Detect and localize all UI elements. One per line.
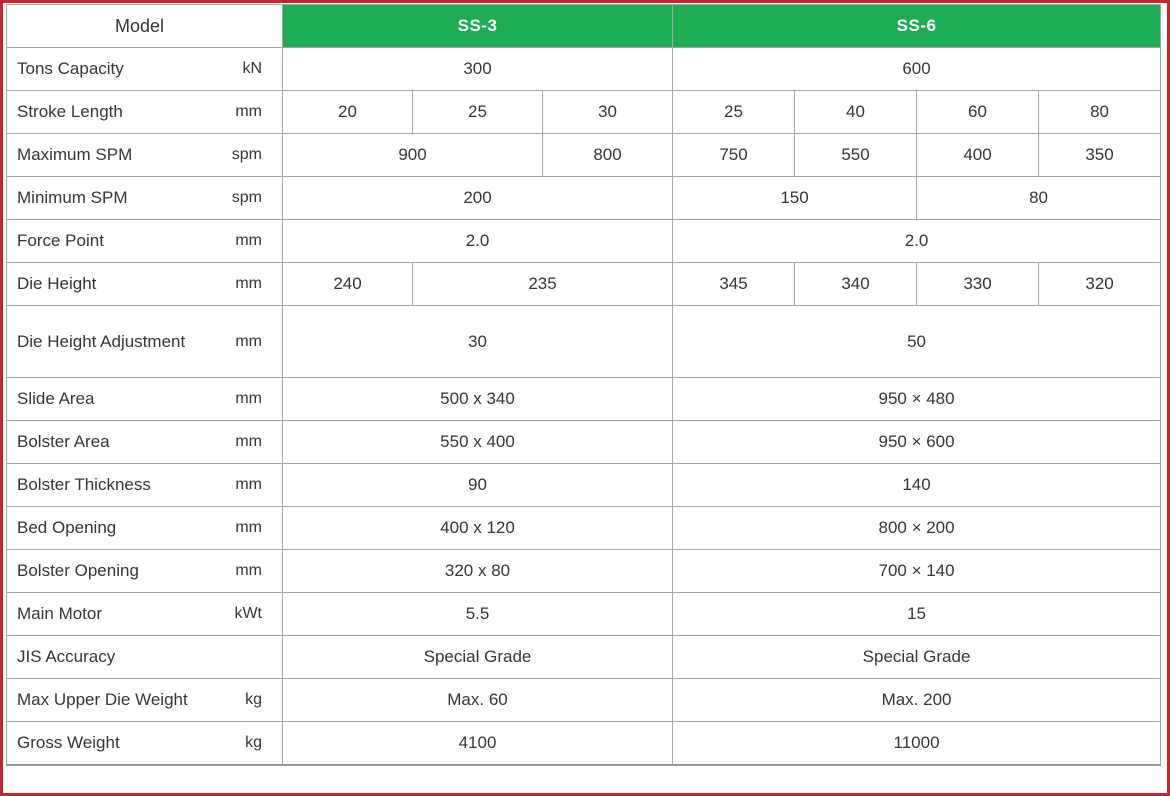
row-label: Die Height Adjustment (17, 331, 186, 351)
row-unit: mm (235, 275, 262, 292)
row-unit: mm (235, 232, 262, 249)
row-label: Force Point (17, 231, 104, 250)
row-label-cell (7, 550, 283, 593)
table-row (7, 507, 1161, 550)
row-label: Bed Opening (17, 518, 117, 537)
row-label-cell (7, 48, 283, 91)
row-label-cell (7, 679, 283, 722)
row-unit: kg (245, 733, 262, 751)
spec-value-cell: 800 (543, 134, 673, 177)
spec-value-cell: 30 (543, 91, 673, 134)
spec-value-cell: 150 (673, 177, 917, 220)
row-label: Bolster Thickness (17, 475, 151, 494)
spec-value-cell: 950 × 600 (673, 421, 1161, 464)
row-label: Minimum SPM (17, 188, 128, 207)
spec-value-cell: Max. 60 (283, 679, 673, 722)
spec-value-cell: 140 (673, 464, 1161, 507)
table-row (7, 679, 1161, 722)
spec-value-cell: 20 (283, 91, 413, 134)
table-row (7, 593, 1161, 636)
row-unit: spm (231, 146, 262, 163)
row-unit: mm (235, 476, 262, 493)
spec-value-cell: 80 (917, 177, 1161, 220)
spec-value-cell: Special Grade (283, 636, 673, 679)
row-unit: mm (235, 390, 262, 407)
spec-value-cell: 750 (673, 134, 795, 177)
spec-value-cell: 320 (1039, 263, 1161, 306)
row-label-cell (7, 91, 283, 134)
spec-value-cell: 700 × 140 (673, 550, 1161, 593)
spec-value-cell: 90 (283, 464, 673, 507)
table-row (7, 263, 1161, 306)
spec-value-cell: 600 (673, 48, 1161, 91)
spec-value-cell: 2.0 (283, 220, 673, 263)
row-label-cell (7, 306, 283, 378)
spec-value-cell: 400 x 120 (283, 507, 673, 550)
row-unit: mm (235, 103, 262, 120)
model-header-cell (7, 5, 283, 48)
row-label: Slide Area (17, 389, 95, 408)
row-label-cell (7, 593, 283, 636)
row-label-cell (7, 134, 283, 177)
row-label-cell (7, 263, 283, 306)
spec-value-cell: 320 x 80 (283, 550, 673, 593)
spec-value-cell: 4100 (283, 722, 673, 765)
table-row (7, 91, 1161, 134)
row-label-cell (7, 220, 283, 263)
row-unit: spm (231, 189, 262, 206)
spec-value-cell: 400 (917, 134, 1039, 177)
row-unit: kN (242, 60, 262, 77)
table-row (7, 550, 1161, 593)
spec-value-cell: 340 (795, 263, 917, 306)
spec-value-cell: 80 (1039, 91, 1161, 134)
spec-value-cell: 550 x 400 (283, 421, 673, 464)
table-row (7, 464, 1161, 507)
row-label: Bolster Opening (17, 561, 139, 580)
table-row (7, 48, 1161, 91)
column-header-ss3: SS-3 (283, 5, 673, 48)
row-label-cell (7, 722, 283, 765)
column-header-ss6: SS-6 (673, 5, 1161, 48)
row-unit: mm (235, 332, 262, 350)
spec-value-cell: 300 (283, 48, 673, 91)
row-label-cell (7, 421, 283, 464)
spec-value-cell: 25 (413, 91, 543, 134)
row-label-cell (7, 507, 283, 550)
row-label-cell (7, 378, 283, 421)
spec-value-cell: 40 (795, 91, 917, 134)
spec-value-cell: 30 (283, 306, 673, 378)
row-label-cell (7, 464, 283, 507)
header-row (7, 5, 1161, 48)
row-label: Tons Capacity (17, 59, 124, 78)
spec-value-cell: 11000 (673, 722, 1161, 765)
row-label-cell (7, 177, 283, 220)
spec-value-cell: 15 (673, 593, 1161, 636)
spec-value-cell: 5.5 (283, 593, 673, 636)
row-label: Die Height (17, 274, 97, 293)
row-label: Maximum SPM (17, 145, 133, 164)
table-row (7, 421, 1161, 464)
spec-value-cell: 900 (283, 134, 543, 177)
row-label: Stroke Length (17, 102, 123, 121)
row-label: Gross Weight (17, 732, 120, 752)
row-unit: kg (245, 691, 262, 708)
table-row (7, 722, 1161, 765)
spec-value-cell: 25 (673, 91, 795, 134)
table-row (7, 220, 1161, 263)
row-unit: kWt (234, 605, 262, 622)
row-label-cell (7, 636, 283, 679)
spec-value-cell: 550 (795, 134, 917, 177)
spec-value-cell: 60 (917, 91, 1039, 134)
table-row (7, 636, 1161, 679)
spec-value-cell: 2.0 (673, 220, 1161, 263)
spec-table (6, 4, 1161, 766)
spec-value-cell: 235 (413, 263, 673, 306)
spec-value-cell: 350 (1039, 134, 1161, 177)
row-label: Max Upper Die Weight (17, 690, 188, 709)
row-unit: mm (235, 433, 262, 450)
spec-value-cell: 345 (673, 263, 795, 306)
table-row (7, 378, 1161, 421)
spec-value-cell: Special Grade (673, 636, 1161, 679)
spec-value-cell: 50 (673, 306, 1161, 378)
model-label: Model (114, 15, 165, 36)
spec-value-cell: 500 x 340 (283, 378, 673, 421)
table-row (7, 306, 1161, 378)
row-label: JIS Accuracy (17, 647, 116, 666)
row-label: Bolster Area (17, 432, 110, 451)
table-row (7, 134, 1161, 177)
spec-value-cell: 330 (917, 263, 1039, 306)
spec-value-cell: Max. 200 (673, 679, 1161, 722)
table-row (7, 177, 1161, 220)
row-unit: mm (235, 519, 262, 536)
spec-value-cell: 200 (283, 177, 673, 220)
spec-value-cell: 240 (283, 263, 413, 306)
row-unit: mm (235, 562, 262, 579)
spec-value-cell: 800 × 200 (673, 507, 1161, 550)
spec-value-cell: 950 × 480 (673, 378, 1161, 421)
row-label: Main Motor (17, 604, 103, 623)
